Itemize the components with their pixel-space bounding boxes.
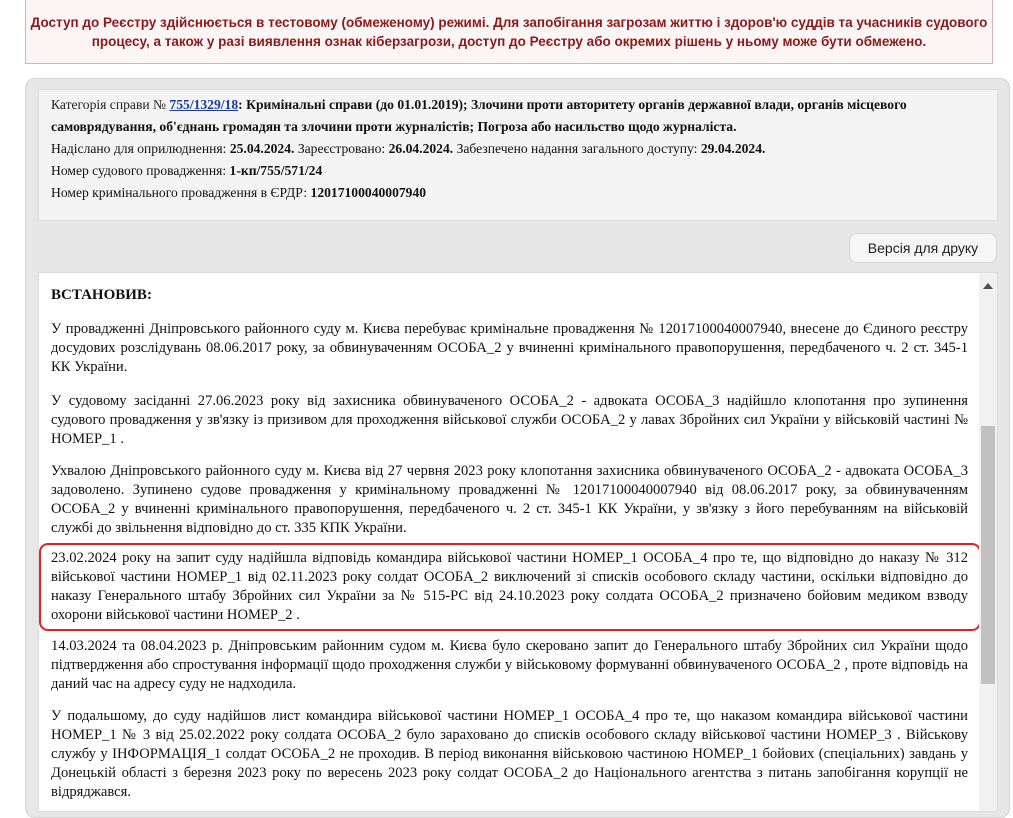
case-info-block (38, 89, 998, 221)
registered-label: Зареєстровано: (297, 141, 386, 156)
paragraph-1: У провадженні Дніпровського районного суду м. Києва перебуває кримінальне провадження № 12017100040007940, внесене до Єдиного реєстру досудових розслідувань 08.06.2017 року, за обвинуваченням ОСОБА_2 у вчиненні кримінального правопорушення, передбаченого ч. 2 ст. 345-1 КК України. (51, 321, 968, 375)
sent-label: Надіслано для оприлюднення: (51, 141, 227, 156)
paragraph-4-highlighted: 23.02.2024 року на запит суду надійшла відповідь командира військової частини НОМЕР_1 ОСОБА_4 про те, що відповідно до наказу № 312 військової частини НОМЕР_1 від 02.11.2023 року солдат ОСОБА_2 виключений зі списків особового складу частини, оскільки відповідно до наказу Генерального штабу Збройних сил України за № 515-РС від 24.10.2023 року солдата ОСОБА_2 призначено бойовим медиком взводу охорони військової частини НОМЕР_2 . (51, 550, 968, 623)
dates-line (51, 138, 985, 160)
category-text-2: самоврядування, об'єднань громадян та злочини проти журналістів; Погроза або насильство щодо журналіста. (51, 119, 737, 134)
scrollbar-thumb[interactable] (981, 426, 995, 684)
case-number-link[interactable]: 755/1329/18 (169, 97, 239, 112)
access-notice-banner (25, 0, 993, 64)
case-category-line-2 (51, 116, 985, 138)
registered-date: 26.04.2024. (388, 141, 454, 156)
scroll-up-arrow-icon[interactable] (983, 283, 993, 289)
proceeding-line (51, 160, 985, 182)
paragraph-5: 14.03.2024 та 08.04.2023 р. Дніпровським районним судом м. Києва було скеровано запит до Генерального штабу Збройних сил України щодо підтвердження або спростування інформації щодо проходження служби у військовому формуванні обвинуваченого ОСОБА_2 , проте відповідь на даний час на адресу суду не надходила. (51, 638, 968, 692)
erdr-label: Номер кримінального провадження в ЄРДР: (51, 185, 308, 200)
print-version-button[interactable]: Версія для друку (849, 233, 997, 263)
section-heading: ВСТАНОВИВ: (51, 287, 152, 303)
erdr-number: 12017100040007940 (310, 185, 427, 200)
sent-date: 25.04.2024. (229, 141, 295, 156)
category-label: Категорія справи № (51, 97, 167, 112)
proceeding-number: 1-кп/755/571/24 (229, 163, 323, 178)
notice-line-1: Доступ до Реєстру здійснюється в тестовому (обмеженому) режимі. Для запобігання загрозам життю і здоров'ю суддів та учасників судового (30, 15, 988, 30)
vertical-scrollbar[interactable] (979, 273, 997, 812)
paragraph-2: У судовому засіданні 27.06.2023 року від захисника обвинуваченого ОСОБА_2 - адвоката ОСОБА_3 надійшло клопотання про зупинення судового провадження у зв'язку із призивом для проходження військової служби ОСОБА_2 у лавах Збройних сил України у військовій частині № НОМЕР_1 . (51, 393, 968, 447)
document-content[interactable] (38, 272, 998, 812)
access-label: Забезпечено надання загального доступу: (456, 141, 698, 156)
paragraph-3: Ухвалою Дніпровського районного суду м. Києва від 27 червня 2023 року клопотання захисника обвинуваченого ОСОБА_2 - адвоката ОСОБА_3 задоволено. Зупинено судове провадження у кримінальному провадженні № 12017100040007940 від 08.06.2017 року, за обвинуваченням ОСОБА_2 у вчиненні кримінального правопорушення, передбаченого ч. 2 ст. 345-1 КК України, у зв'язку з його перебуванням на військовій службі до звільнення відповідно до ст. 335 КПК України. (51, 463, 968, 536)
proceeding-label: Номер судового провадження: (51, 163, 227, 178)
erdr-line (51, 182, 985, 204)
case-category-line (51, 94, 985, 116)
paragraph-6: У подальшому, до суду надійшов лист командира військової частини НОМЕР_1 ОСОБА_4 про те, що наказом командира військової частини НОМЕР_1 № 3 від 25.02.2022 року солдата ОСОБА_2 було зараховано до списків особового складу військової частини НОМЕР_3 . Військову службу у ІНФОРМАЦІЯ_1 солдат ОСОБА_2 не проходив. В період виконання військовою частиною НОМЕР_1 бойових (спеціальних) завдань у Донецькій області з березня 2023 року по вересень 2023 року солдат ОСОБА_2 до Національного агентства з питань запобігання корупції не відряджався. (51, 708, 968, 800)
access-date: 29.04.2024. (700, 141, 766, 156)
notice-line-2: процесу, а також у разі виявлення ознак кіберзагрози, доступ до Реєстру або окремих рішень у ньому може бути обмежено. (91, 34, 927, 49)
category-text-1: : Кримінальні справи (до 01.01.2019); Злочини проти авторитету органів державної влади, органів місцевого (238, 97, 907, 112)
